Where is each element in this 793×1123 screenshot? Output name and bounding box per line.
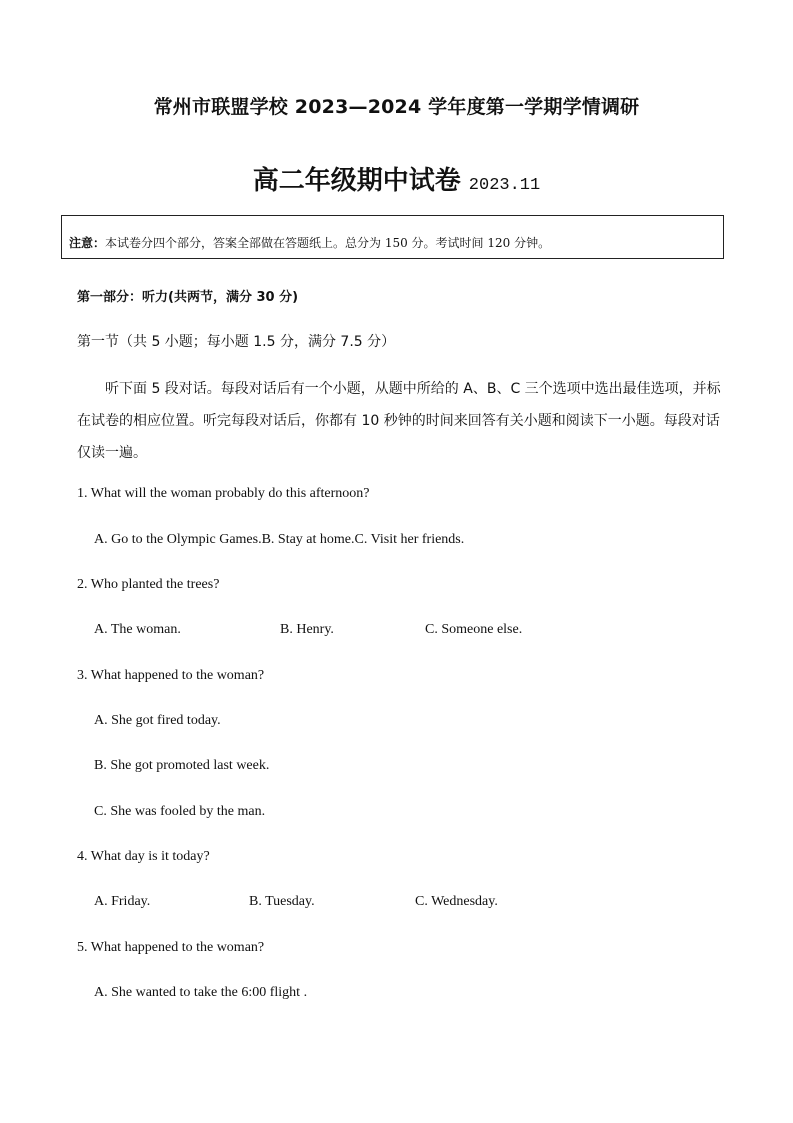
exam-title: 高二年级期中试卷 (252, 166, 461, 196)
question-1-stem: 1. What will the woman probably do this afternoon? (77, 486, 370, 501)
school-header: 常州市联盟学校 2023—2024 学年度第一学期学情调研 (153, 96, 640, 118)
question-3-option-b: B. She got promoted last week. (94, 758, 270, 773)
notice-label: 注意： (69, 236, 106, 250)
notice-box (61, 215, 724, 259)
question-2-option-a: A. The woman. (94, 622, 181, 637)
question-3-option-c: C. She was fooled by the man. (94, 804, 266, 819)
listening-instructions: 听下面 5 段对话。每段对话后有一个小题，从题中所给的 A、B、C 三个选项中选出最佳选项，并标在试卷的相应位置。听完每段对话后，你都有 10 秒钟的时间来回答有关小题和阅读下一小题。每段对话仅读一遍。 (77, 381, 721, 461)
section1-title: 第一节（共 5 小题；每小题 1.5 分，满分 7.5 分） (77, 334, 396, 350)
question-4-option-b: B. Tuesday. (249, 894, 315, 909)
question-5-stem: 5. What happened to the woman? (77, 940, 265, 955)
question-2-option-c: C. Someone else. (425, 622, 523, 637)
question-4-option-c: C. Wednesday. (415, 894, 498, 909)
question-4-option-a: A. Friday. (94, 894, 151, 909)
notice-text: 本试卷分四个部分，答案全部做在答题纸上。总分为 150 分。考试时间 120 分钟。 (105, 236, 551, 250)
exam-title-line (0, 160, 793, 197)
question-3-option-a: A. She got fired today. (94, 713, 221, 728)
question-2-option-b: B. Henry. (280, 622, 334, 637)
question-1-options: A. Go to the Olympic Games.B. Stay at home.C. Visit her friends. (94, 532, 465, 547)
question-2-stem: 2. Who planted the trees? (77, 577, 220, 592)
part1-title: 第一部分：听力(共两节，满分 30 分) (77, 290, 299, 305)
notice-content (69, 234, 550, 251)
exam-date: 2023.11 (468, 176, 541, 195)
question-4-stem: 4. What day is it today? (77, 849, 210, 864)
question-3-stem: 3. What happened to the woman? (77, 668, 265, 683)
question-5-option-a: A. She wanted to take the 6:00 flight . (94, 985, 308, 1000)
